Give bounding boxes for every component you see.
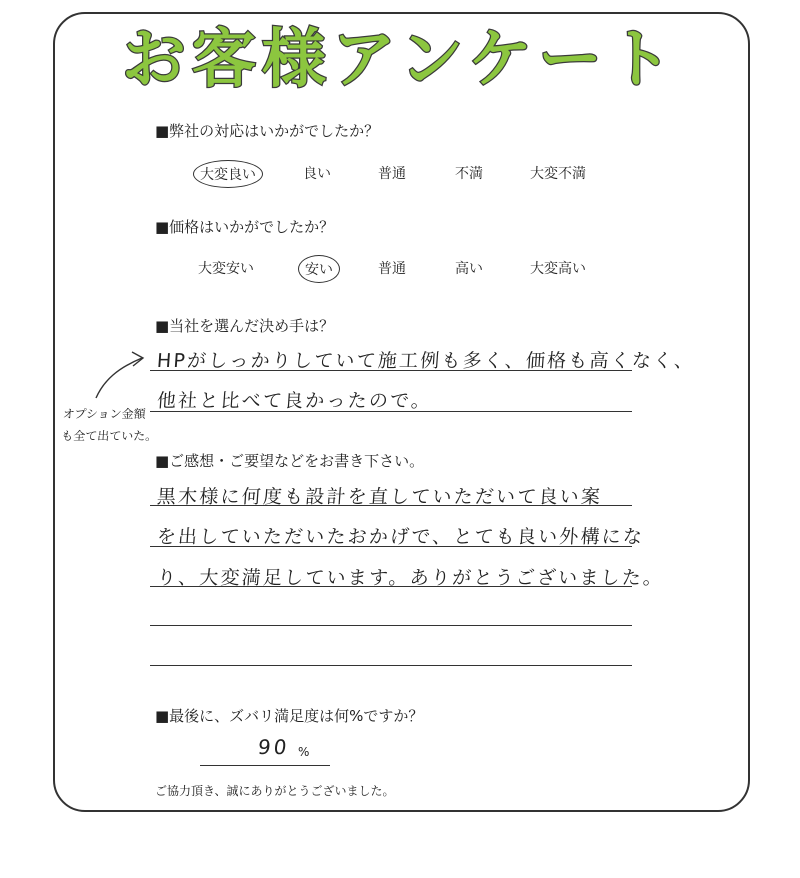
- option-q2-cheap[interactable]: 安い: [298, 255, 340, 283]
- side-note-line-1: オプション金額: [62, 407, 147, 421]
- survey-title: お客様アンケート: [121, 23, 679, 97]
- option-q1-very-dissatisfied[interactable]: 大変不満: [530, 166, 586, 182]
- option-q2-average[interactable]: 普通: [378, 261, 406, 277]
- thank-you-footer: ご協力頂き、誠にありがとうございました。: [155, 784, 395, 798]
- question-comments: ■ご感想・ご要望などをお書き下さい。: [155, 452, 425, 470]
- option-q2-expensive[interactable]: 高い: [455, 261, 483, 277]
- question-service: ■弊社の対応はいかがでしたか？: [155, 122, 380, 140]
- satisfaction-line: [200, 765, 330, 766]
- option-q1-dissatisfied[interactable]: 不満: [455, 166, 483, 182]
- satisfaction-unit: %: [298, 745, 310, 759]
- answer-line: [150, 665, 632, 666]
- question-price: ■価格はいかがでしたか？: [155, 218, 335, 236]
- satisfaction-value: 90: [256, 735, 291, 759]
- option-q1-good[interactable]: 良い: [303, 166, 331, 182]
- answer-q4-line-3: り、大変満足しています。ありがとうございました。: [156, 567, 665, 589]
- option-q1-average[interactable]: 普通: [378, 166, 406, 182]
- answer-q4-line-2: を出していただいたおかげで、とても良い外構にな: [156, 526, 645, 548]
- answer-line: [150, 625, 632, 626]
- answer-line: [150, 586, 632, 587]
- option-q1-very-good[interactable]: 大変良い: [193, 160, 263, 188]
- answer-q3-line-1: HPがしっかりしていて施工例も多く、価格も高くなく、: [156, 350, 696, 372]
- answer-q4-line-1: 黒木様に何度も設計を直していただいて良い案: [156, 486, 603, 508]
- option-q2-very-cheap[interactable]: 大変安い: [198, 261, 254, 277]
- answer-q3-line-2: 他社と比べて良かったので。: [156, 390, 433, 412]
- answer-line: [150, 505, 632, 506]
- question-satisfaction: ■最後に、ズバリ満足度は何%ですか？: [155, 707, 424, 725]
- side-note-line-2: も全て出ていた。: [60, 429, 158, 443]
- option-q2-very-expensive[interactable]: 大変高い: [530, 261, 586, 277]
- question-deciding-factor: ■当社を選んだ決め手は？: [155, 317, 335, 335]
- answer-line: [150, 546, 632, 547]
